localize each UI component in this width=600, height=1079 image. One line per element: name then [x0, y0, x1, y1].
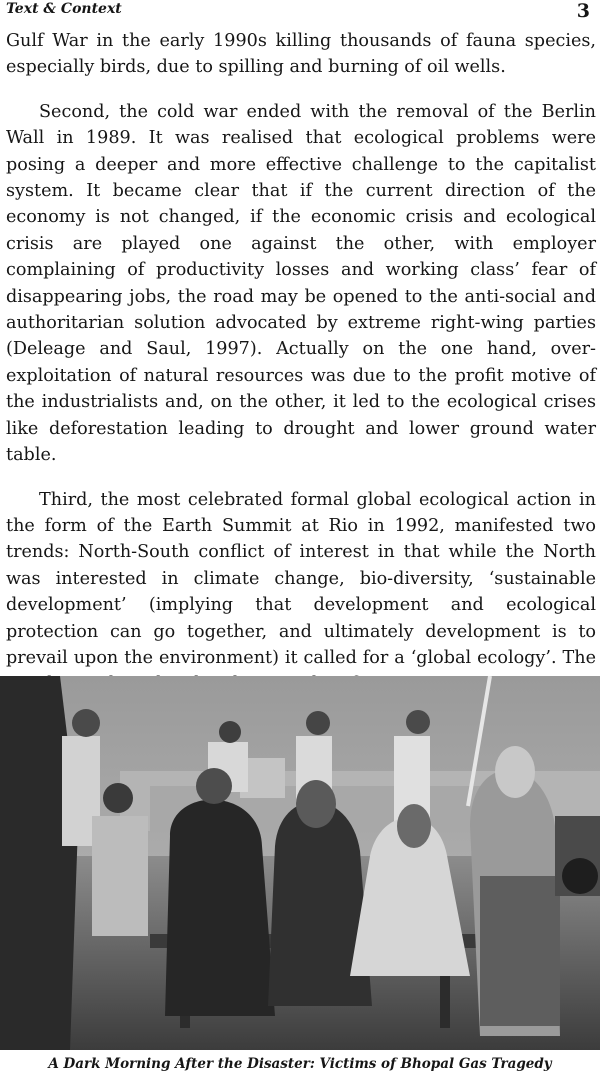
- paragraph-third: Third, the most celebrated formal global ecological action in the form of the Earth Summit at Rio in 1992, manifested two trends: North-South conflict of interest in that while the North was interested in climate change, bio-diversity, ‘sustainable development’ (implying that development and ecological protection can go together, and ultimately development is to prevail upon the environment) it called for a ‘global ecology’. The: [6, 489, 596, 668]
- running-head: Text & Context: [6, 1, 122, 17]
- paragraph-second: Second, the cold war ended with the removal of the Berlin Wall in 1989. It was realised that ecological problems were posing a deeper and more effective challenge to the capitalist system. It became clear that if the current direction of the economy is not changed, if the economic crisis and ecological crisis are played one against the other, with employer complaining of productivity losses and working class’ fear of disappearing jobs, the road may be opened to the anti-social and authoritarian solution advocated by extreme right-wing parties (Deleage and Saul, 1997). Actually on the one hand, over-exploitation of natural resources was due to the profit motive of the industrialists and, on the other, it led to the ecological crises like deforestation leading to drought and lower ground water table.: [6, 101, 596, 466]
- page-header: [6, 0, 590, 22]
- bhopal-victims-photo: [0, 676, 600, 1050]
- figure-caption: A Dark Morning After the Disaster: Victims of Bhopal Gas Tragedy: [48, 1056, 552, 1072]
- page-number: 3: [576, 0, 590, 22]
- paragraph-continued: Gulf War in the early 1990s killing thousands of fauna species, especially birds, due to spilling and burning of oil wells.: [6, 31, 596, 78]
